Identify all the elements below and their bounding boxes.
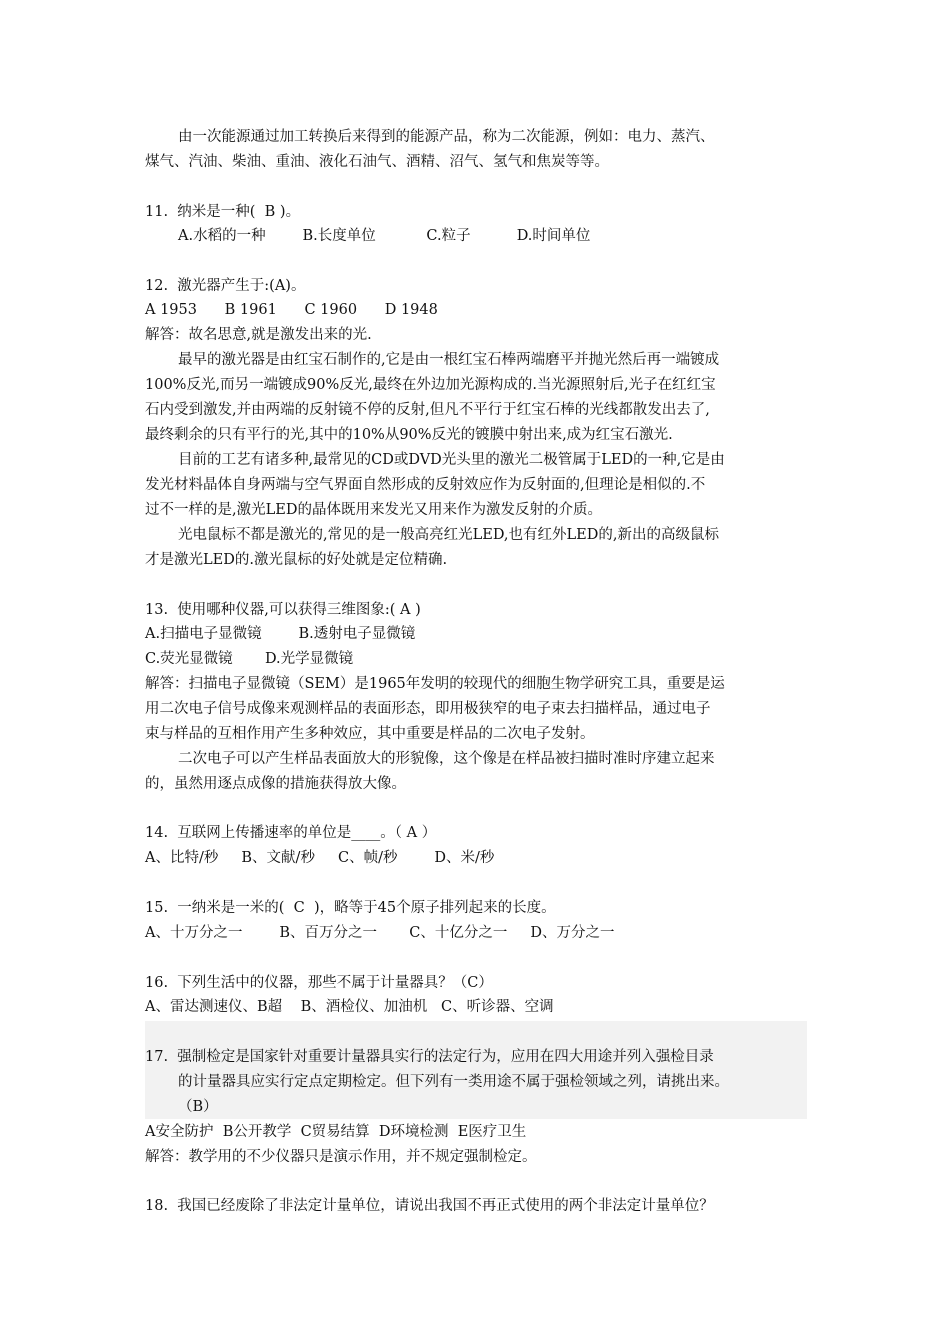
paragraph-line: 由一次能源通过加工转换后来得到的能源产品，称为二次能源，例如：电力、蒸汽、 — [178, 129, 715, 145]
question-13: 13. 使用哪种仪器,可以获得三维图象:( A ) — [145, 602, 421, 618]
question-17-answer: （B） — [178, 1099, 218, 1115]
question-16: 16. 下列生活中的仪器，那些不属于计量器具？（C） — [145, 975, 493, 991]
paragraph-line: 的，虽然用逐点成像的措施获得放大像。 — [145, 776, 406, 792]
paragraph-line: 束与样品的互相作用产生多种效应，其中重要是样品的二次电子发射。 — [145, 726, 595, 742]
paragraph-line: 二次电子可以产生样品表面放大的形貌像，这个像是在样品被扫描时准时序建立起来 — [178, 751, 715, 767]
paragraph-line: 才是激光LED的.激光鼠标的好处就是定位精确. — [145, 552, 448, 568]
paragraph-line: 过不一样的是,激光LED的晶体既用来发光又用来作为激发反射的介质。 — [145, 502, 602, 518]
options-17: A安全防护 B公开教学 C贸易结算 D环境检测 E医疗卫生 — [145, 1124, 527, 1140]
paragraph-line: 最早的激光器是由红宝石制作的,它是由一根红宝石棒两端磨平并抛光然后再一端镀成 — [178, 352, 720, 368]
answer-12: 解答：故名思意,就是激发出来的光. — [145, 327, 372, 343]
options-11: A.水稻的一种 B.长度单位 C.粒子 D.时间单位 — [178, 228, 591, 244]
question-18: 18. 我国已经废除了非法定计量单位，请说出我国不再正式使用的两个非法定计量单位？ — [145, 1198, 714, 1214]
options-15: A、十万分之一 B、百万分之一 C、十亿分之一 D、万分之一 — [145, 925, 615, 941]
options-14: A、比特/秒 B、文献/秒 C、帧/秒 D、米/秒 — [145, 850, 495, 866]
highlight-block — [145, 1021, 807, 1119]
paragraph-line: 最终剩余的只有平行的光,其中的10%从90%反光的镀膜中射出来,成为红宝石激光. — [145, 427, 673, 443]
options-12: A 1953 B 1961 C 1960 D 1948 — [145, 302, 438, 318]
question-15: 15. 一纳米是一米的( C )，略等于45个原子排列起来的长度。 — [145, 900, 556, 916]
answer-13: 解答：扫描电子显微镜（SEM）是1965年发明的较现代的细胞生物学研究工具，重要是运 — [145, 676, 725, 692]
paragraph-line: 煤气、汽油、柴油、重油、液化石油气、酒精、沼气、氢气和焦炭等等。 — [145, 154, 609, 170]
paragraph-line: 100%反光,而另一端镀成90%反光,最终在外边加光源构成的.当光源照射后,光子在红红宝 — [145, 377, 716, 393]
options-16: A、雷达测速仪、B超 B、酒检仪、加油机 C、听诊器、空调 — [145, 999, 554, 1015]
question-12: 12. 激光器产生于:(A)。 — [145, 278, 306, 294]
paragraph-line: 用二次电子信号成像来观测样品的表面形态，即用极狭窄的电子束去扫描样品，通过电子 — [145, 701, 711, 717]
paragraph-line: 发光材料晶体自身两端与空气界面自然形成的反射效应作为反射面的,但理论是相似的.不 — [145, 477, 706, 493]
options-13: A.扫描电子显微镜 B.透射电子显微镜 — [145, 626, 416, 642]
paragraph-line: 石内受到激发,并由两端的反射镜不停的反射,但凡不平行于红宝石棒的光线都散发出去了, — [145, 402, 710, 418]
question-14: 14. 互联网上传播速率的单位是____。（ A ） — [145, 825, 437, 841]
options-13: C.荧光显微镜 D.光学显微镜 — [145, 651, 354, 667]
question-11: 11. 纳米是一种( B )。 — [145, 204, 301, 220]
paragraph-line: 光电鼠标不都是激光的,常见的是一般高亮红光LED,也有红外LED的,新出的高级鼠标 — [178, 527, 719, 543]
paragraph-line: 目前的工艺有诸多种,最常见的CD或DVD光头里的激光二极管属于LED的一种,它是由 — [178, 452, 725, 468]
question-17-line: 的计量器具应实行定点定期检定。但下列有一类用途不属于强检领域之列，请挑出来。 — [178, 1074, 729, 1090]
question-17: 17. 强制检定是国家针对重要计量器具实行的法定行为，应用在四大用途并列入强检目录 — [145, 1049, 714, 1065]
answer-17: 解答：教学用的不少仪器只是演示作用，并不规定强制检定。 — [145, 1149, 537, 1165]
